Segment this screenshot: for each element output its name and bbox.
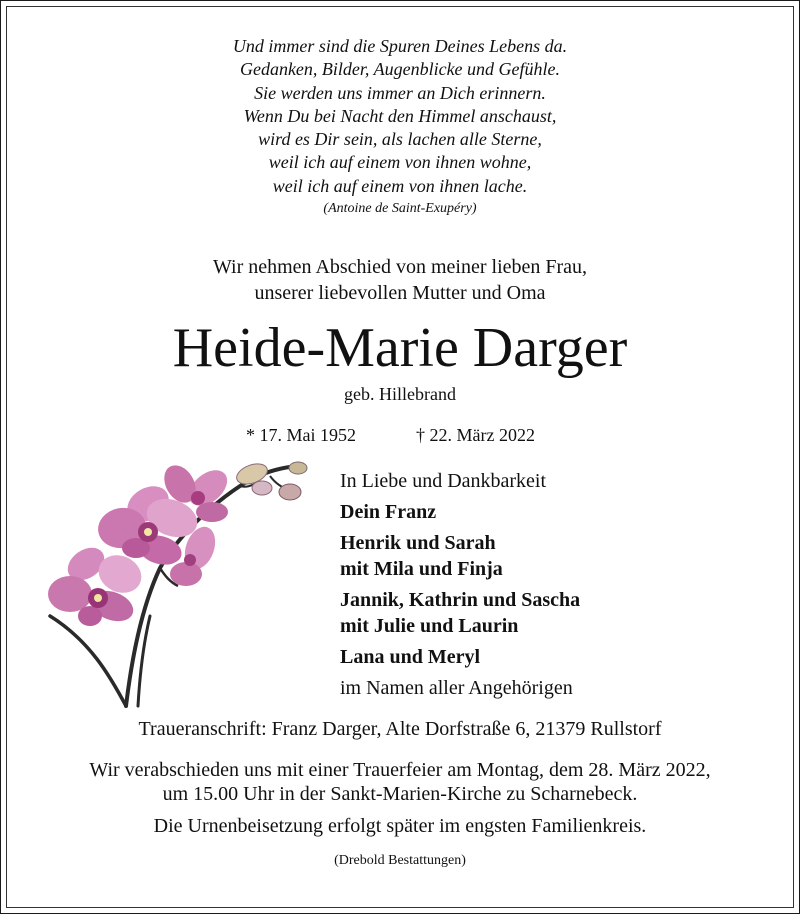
family-member: Dein Franz — [340, 501, 437, 523]
birth-name: geb. Hillebrand — [344, 384, 456, 404]
birth-date: * 17. Mai 1952 — [246, 425, 356, 445]
funeral-service-line-1: Wir verabschieden uns mit einer Trauerfeier am Montag, dem 28. März 2022, — [89, 759, 711, 781]
orchid-image — [40, 456, 320, 712]
poem-line: Und immer sind die Spuren Deines Lebens da. — [232, 36, 568, 56]
family-member: Jannik, Kathrin und Sascha — [340, 589, 581, 611]
poem — [0, 35, 800, 198]
undertaker: (Drebold Bestattungen) — [334, 853, 466, 868]
poem-line: Sie werden uns immer an Dich erinnern. — [254, 82, 546, 103]
poem-line: Wenn Du bei Nacht den Himmel anschaust, — [243, 105, 557, 126]
urn-burial-note: Die Urnenbeisetzung erfolgt später im engsten Familienkreis. — [153, 815, 647, 837]
family-list — [340, 468, 780, 701]
farewell-intro-line-2: unserer liebevollen Mutter und Oma — [254, 282, 546, 304]
family-member: Lana und Meryl — [340, 646, 481, 668]
family-intro: In Liebe und Dankbarkeit — [340, 470, 547, 492]
deceased-name: Heide-Marie Darger — [172, 317, 628, 379]
poem-line: wird es Dir sein, als lachen alle Sterne, — [258, 129, 542, 150]
farewell-intro — [0, 254, 800, 306]
family-member: Henrik und Sarah — [340, 532, 496, 554]
poem-line: Gedanken, Bilder, Augenblicke und Gefühle. — [239, 59, 561, 80]
family-member: mit Julie und Laurin — [340, 615, 519, 637]
funeral-service — [0, 758, 800, 806]
poem-author: (Antoine de Saint-Exupéry) — [323, 201, 477, 216]
family-closing: im Namen aller Angehörigen — [340, 677, 573, 699]
funeral-service-line-2: um 15.00 Uhr in der Sankt-Marien-Kirche zu Scharnebeck. — [162, 783, 638, 805]
death-date: † 22. März 2022 — [416, 425, 535, 445]
poem-line: weil ich auf einem von ihnen lache. — [272, 175, 528, 196]
family-member: mit Mila und Finja — [340, 558, 503, 580]
farewell-intro-line-1: Wir nehmen Abschied von meiner lieben Frau, — [212, 256, 588, 278]
poem-line: weil ich auf einem von ihnen wohne, — [268, 152, 532, 173]
mourning-address: Traueranschrift: Franz Darger, Alte Dorfstraße 6, 21379 Rullstorf — [138, 718, 662, 740]
